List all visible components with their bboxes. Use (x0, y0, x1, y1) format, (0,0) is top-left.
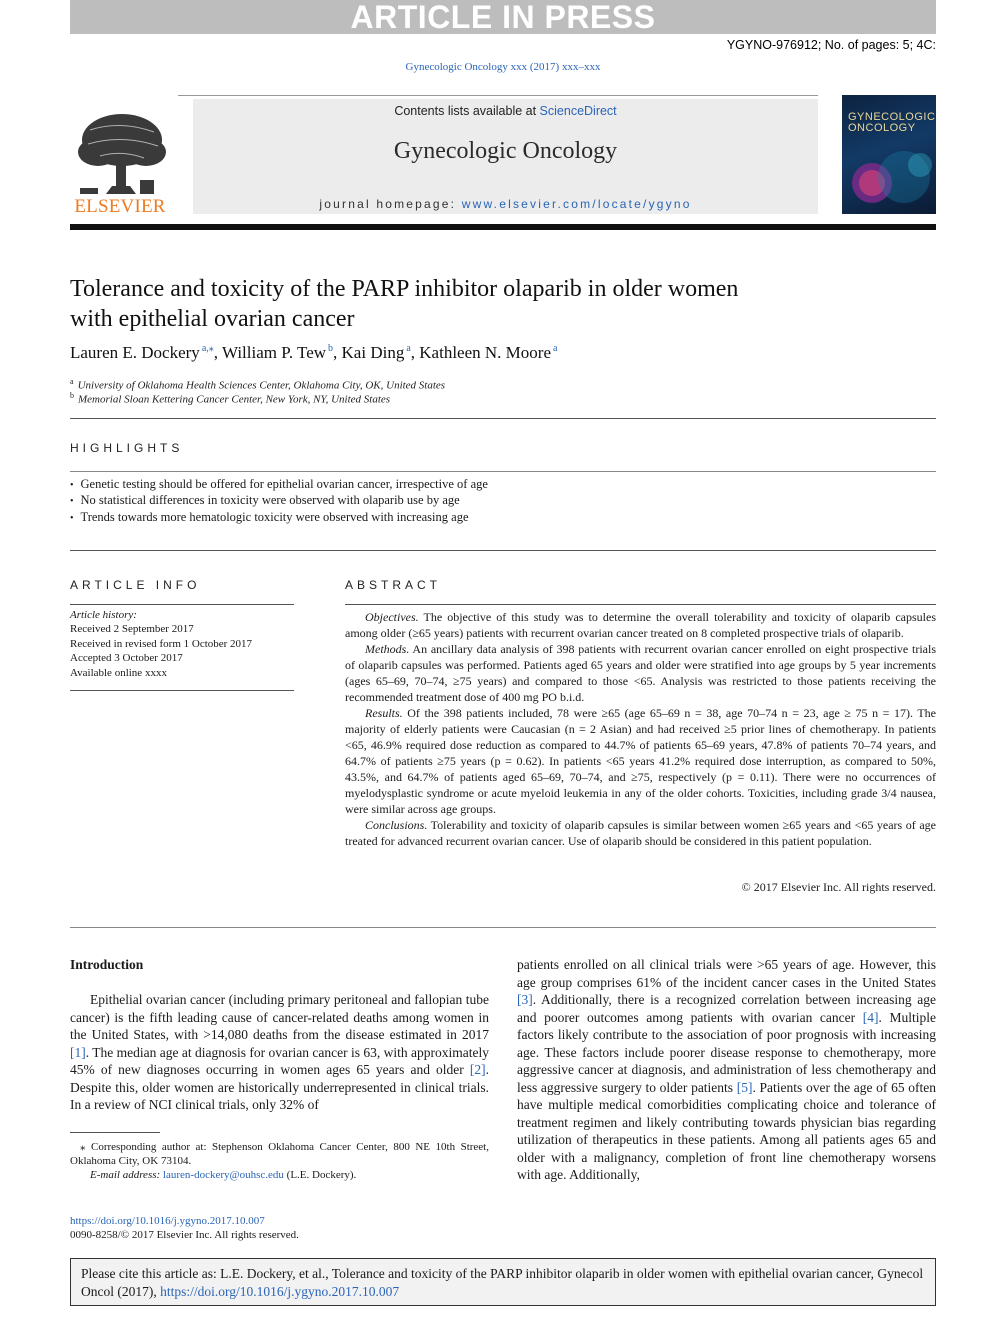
body-right-column (517, 956, 936, 1184)
footnote-text: Corresponding author at: Stephenson Oklahoma Cancer Center, 800 NE 10th Street, Oklahoma City, OK 73104. (70, 1141, 489, 1167)
affiliation-text: Memorial Sloan Kettering Cancer Center, New York, NY, United States (78, 393, 391, 406)
author-separator: , (333, 343, 342, 362)
affiliation-mark: a (70, 377, 74, 386)
history-revised: Received in revised form 1 October 2017 (70, 637, 253, 650)
divider (70, 471, 936, 472)
abstract-text: An ancillary data analysis of 398 patients with recurrent ovarian cancer enrolled on eight prospective trials of olaparib capsules was performed. Patients aged 65 years and older were stratified into age groups by 5 year increments (ages 65–69, 70–74, ≥75 years) and compared to those <65. Analysis was restricted to those patients receiving the recommended treatment dose of 400 mg PO b.i.d. (345, 642, 936, 704)
highlight-item: • Genetic testing should be offered for epithelial ovarian cancer, irrespective of age (70, 476, 936, 492)
highlight-item: • Trends towards more hematologic toxicity were observed with increasing age (70, 509, 936, 525)
masthead-thick-rule (70, 224, 936, 230)
history-received: Received 2 September 2017 (70, 623, 194, 636)
title-line-1: Tolerance and toxicity of the PARP inhibitor olaparib in older women (70, 276, 739, 302)
citation-doi-link[interactable]: https://doi.org/10.1016/j.ygyno.2017.10.007 (160, 1283, 400, 1299)
divider (70, 418, 936, 419)
abstract-body (345, 609, 936, 849)
body-text: . Additionally, there is a recognized correlation between increasing age and poorer outcomes among patients with ovarian cancer (517, 992, 936, 1025)
doi-link[interactable]: https://doi.org/10.1016/j.ygyno.2017.10.007 (70, 1215, 265, 1227)
body-text: Epithelial ovarian cancer (including primary peritoneal and fallopian tube cancer) is the fifth leading cause of cancer-related deaths among women in the United States, with >14,080 deaths from the disease estimated in 2017 (70, 992, 489, 1042)
journal-reference-link[interactable]: Gynecologic Oncology xxx (2017) xxx–xxx (405, 61, 601, 73)
divider (345, 604, 936, 605)
author-affiliation-mark[interactable]: a,⁎ (201, 343, 214, 355)
abstract-label: Objectives. (365, 610, 419, 624)
masthead-rule (178, 95, 818, 96)
manuscript-reference: YGYNO-976912; No. of pages: 5; 4C: (726, 38, 936, 52)
abstract-conclusions (345, 817, 936, 849)
contents-prefix: Contents lists available at (394, 104, 540, 118)
history-online: Available online xxxx (70, 666, 167, 679)
affiliation-mark: b (70, 391, 74, 400)
article-title (70, 274, 790, 334)
divider (70, 927, 936, 928)
abstract-copyright: © 2017 Elsevier Inc. All rights reserved. (741, 880, 936, 894)
article-history (70, 608, 294, 680)
author-email-link[interactable]: lauren-dockery@ouhsc.edu (162, 1169, 284, 1181)
introduction-heading: Introduction (70, 957, 144, 972)
citation-box (70, 1258, 936, 1306)
title-line-2: with epithelial ovarian cancer (70, 306, 355, 332)
intro-paragraph-continued (517, 956, 936, 1184)
reference-link[interactable]: [5] (736, 1079, 753, 1095)
history-accepted: Accepted 3 October 2017 (70, 652, 183, 665)
abstract-label: Methods. (365, 642, 410, 656)
reference-link[interactable]: [4] (862, 1009, 879, 1025)
author-name[interactable]: Lauren E. Dockery (70, 343, 200, 362)
footnote-mark: ⁎ (80, 1141, 86, 1153)
abstract-results (345, 705, 936, 817)
highlights-list (70, 476, 936, 525)
cover-title (848, 112, 934, 134)
author-affiliation-mark[interactable]: b (328, 343, 334, 355)
author-list (70, 343, 930, 363)
divider (70, 604, 294, 605)
homepage-prefix: journal homepage: (319, 197, 462, 211)
divider (70, 550, 936, 551)
author-name[interactable]: William P. Tew (221, 343, 327, 362)
author-name[interactable]: Kai Ding (341, 343, 405, 362)
abstract-methods (345, 641, 936, 705)
history-label: Article history: (70, 609, 137, 621)
author-separator: , (213, 343, 222, 362)
abstract-label: Conclusions. (365, 818, 428, 832)
body-text: . Patients over the age of 65 often have multiple medical comorbidities complicating choice and tolerance of treatment regimen and likely contributing towards physician bias regarding utilization of therapeutics in these patients. Among all patients ages 65 and older with a malignancy, completion of front line chemotherapy worsens with age. Additionally, (517, 1079, 936, 1182)
cover-title-line1: GYNECOLOGIC (848, 111, 936, 123)
email-label: E-mail address: (90, 1169, 163, 1181)
body-text: . The median age at diagnosis for ovarian cancer is 63, with approximately 45% of new diagnoses occurring in women ages 65 years and older (70, 1044, 489, 1077)
article-in-press-banner: ARTICLE IN PRESS (70, 0, 936, 34)
divider (70, 690, 294, 691)
cover-title-line2: ONCOLOGY (848, 122, 916, 134)
affiliation-b (70, 391, 390, 406)
body-text: patients enrolled on all clinical trials were >65 years of age. However, this age group comprises 61% of the incident cancer cases in the United States (517, 957, 936, 990)
author-separator: , (410, 343, 420, 362)
highlights-heading: HIGHLIGHTS (70, 441, 184, 455)
email-suffix: (L.E. Dockery). (283, 1169, 357, 1181)
body-left-column (70, 991, 489, 1114)
journal-homepage (193, 197, 818, 211)
abstract-text: The objective of this study was to determine the overall tolerability and toxicity of olaparib capsules among older (≥65 years) patients with recurrent ovarian cancer treated on 8 completed prospective trials of olaparib. (345, 610, 936, 640)
abstract-text: Of the 398 patients included, 78 were ≥65 (age 65–69 n = 38, age 70–74 n = 23, age ≥ 75 n = 17). The majority of elderly patients were Caucasian (n = 2 Asian) and had received ≥5 prior lines of chemotherapy. In patients <65, 46.9% required dose reduction as compared to 44.7% of patients 65–69 years, 47.8% of patients 70–74 years, and 64.7% of patients ≥75 years (p = 0.62). In patients <65 years 41.2% required dose interruption, as compared to 50%, 43.5%, and 64.7% of patients aged 65–69, 70–74, and ≥75, respectively (p = 0.11). There were no occurrences of myelodysplastic syndrome or acute myeloid leukemia in any of the older cohorts. Toxicities, including grade 3/4 nausea, were similar across age groups. (345, 706, 936, 816)
author-affiliation-mark[interactable]: a (406, 343, 411, 355)
intro-paragraph (70, 991, 489, 1114)
affiliation-text: University of Oklahoma Health Sciences Center, Oklahoma City, OK, United States (77, 379, 446, 392)
abstract-text: Tolerability and toxicity of olaparib capsules is similar between women ≥65 years and <65 years of age treated for advanced recurrent ovarian cancer. Use of olaparib should be considered in this patient population. (345, 818, 936, 848)
corresponding-author-footnote (70, 1140, 489, 1182)
contents-line (193, 104, 818, 118)
abstract-objectives (345, 609, 936, 641)
highlight-item: • No statistical differences in toxicity were observed with olaparib use by age (70, 492, 936, 508)
elsevier-wordmark: ELSEVIER (74, 196, 166, 217)
body-text: . Despite this, older women are historically underrepresented in clinical trials. In a review of NCI clinical trials, only 32% of (70, 1062, 489, 1112)
reference-link[interactable]: [3] (517, 992, 533, 1007)
author-affiliation-mark[interactable]: a (553, 343, 558, 355)
citation-text: Please cite this article as: L.E. Dockery, et al., Tolerance and toxicity of the PARP inhibitor olaparib in older women with epithelial ovarian cancer, Gynecol Oncol (2017), (81, 1266, 924, 1299)
sciencedirect-link[interactable]: ScienceDirect (539, 104, 617, 118)
reference-link[interactable]: [2] (469, 1062, 486, 1077)
journal-title: Gynecologic Oncology (393, 138, 618, 164)
footnote-rule (70, 1132, 160, 1133)
abstract-label: Results. (365, 706, 403, 720)
reference-link[interactable]: [1] (70, 1044, 86, 1060)
homepage-link[interactable]: www.elsevier.com/locate/ygyno (461, 197, 692, 211)
abstract-heading: ABSTRACT (345, 578, 442, 592)
author-name[interactable]: Kathleen N. Moore (419, 343, 551, 362)
article-info-heading: ARTICLE INFO (70, 578, 201, 592)
issn-line: 0090-8258/© 2017 Elsevier Inc. All rights reserved. (70, 1229, 299, 1241)
affiliation-a (70, 377, 445, 392)
body-text: . Multiple factors likely contribute to the association of poor prognosis with increasing age. These factors include poorer disease response to chemotherapy, more aggressive cancer at diagnosis, and administration of less chemotherapy and less aggressive surgery to older patients (517, 1009, 936, 1095)
